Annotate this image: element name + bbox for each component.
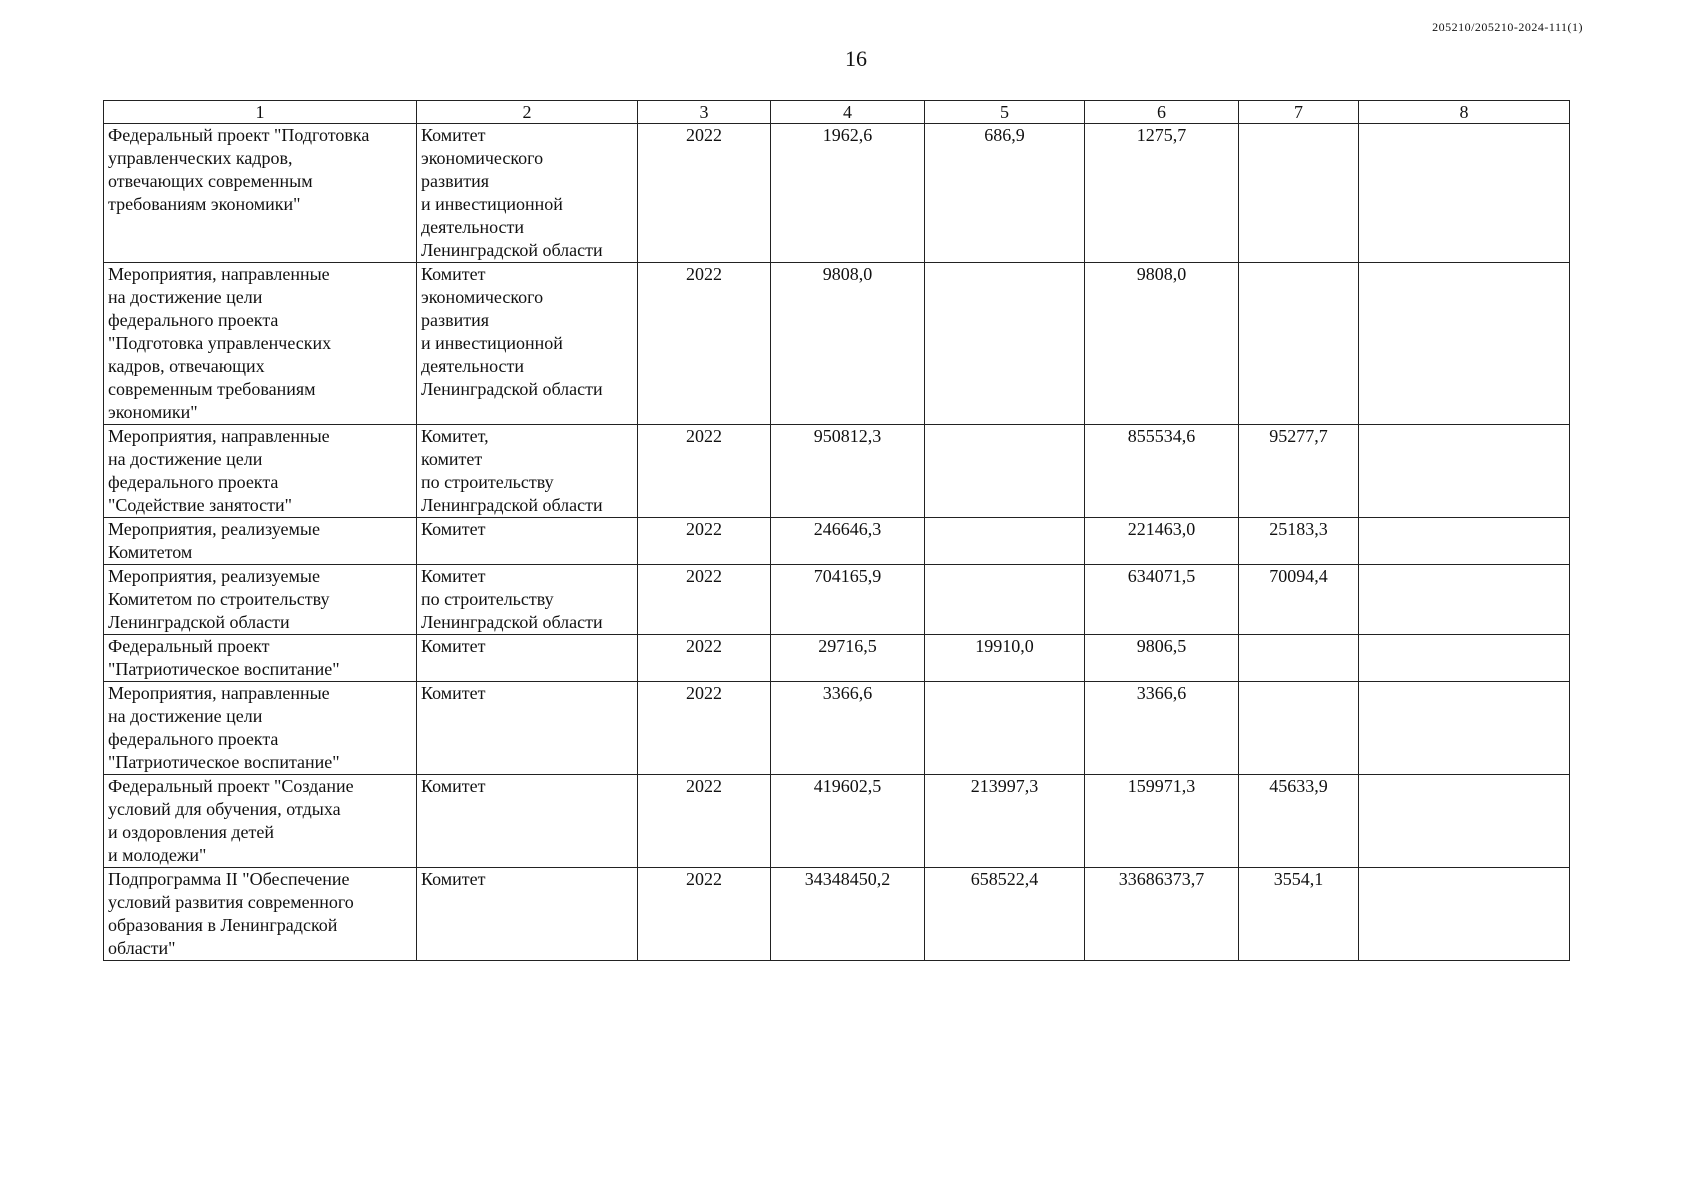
column-7-cell bbox=[1239, 635, 1359, 682]
table-row bbox=[104, 425, 1570, 518]
column-8-cell bbox=[1359, 425, 1570, 518]
column-6-cell: 9808,0 bbox=[1085, 263, 1239, 425]
executor-cell: Комитет bbox=[417, 518, 638, 565]
column-8-cell bbox=[1359, 124, 1570, 263]
row-name-cell: Федеральный проект "Подготовка управленческих кадров, отвечающих современным требованиям экономики" bbox=[104, 124, 417, 263]
column-7-cell bbox=[1239, 263, 1359, 425]
column-7-cell bbox=[1239, 124, 1359, 263]
column-number-row bbox=[104, 101, 1570, 124]
year-cell: 2022 bbox=[638, 775, 771, 868]
total-cell: 34348450,2 bbox=[771, 868, 925, 961]
total-cell: 3366,6 bbox=[771, 682, 925, 775]
table-row bbox=[104, 518, 1570, 565]
row-name-cell: Мероприятия, направленные на достижение цели федерального проекта "Подготовка управленческих кадров, отвечающих современным требованиям экономики" bbox=[104, 263, 417, 425]
column-6-cell: 855534,6 bbox=[1085, 425, 1239, 518]
year-cell: 2022 bbox=[638, 565, 771, 635]
column-5-cell: 213997,3 bbox=[925, 775, 1085, 868]
column-6-cell: 33686373,7 bbox=[1085, 868, 1239, 961]
year-cell: 2022 bbox=[638, 124, 771, 263]
column-header: 2 bbox=[417, 101, 638, 124]
column-8-cell bbox=[1359, 868, 1570, 961]
column-8-cell bbox=[1359, 518, 1570, 565]
year-cell: 2022 bbox=[638, 263, 771, 425]
column-header: 6 bbox=[1085, 101, 1239, 124]
table-row bbox=[104, 565, 1570, 635]
table-row bbox=[104, 263, 1570, 425]
column-8-cell bbox=[1359, 565, 1570, 635]
row-name-cell: Федеральный проект "Патриотическое воспитание" bbox=[104, 635, 417, 682]
column-5-cell: 686,9 bbox=[925, 124, 1085, 263]
total-cell: 950812,3 bbox=[771, 425, 925, 518]
total-cell: 9808,0 bbox=[771, 263, 925, 425]
column-8-cell bbox=[1359, 635, 1570, 682]
executor-cell: Комитет bbox=[417, 682, 638, 775]
table-row bbox=[104, 635, 1570, 682]
total-cell: 1962,6 bbox=[771, 124, 925, 263]
column-6-cell: 159971,3 bbox=[1085, 775, 1239, 868]
year-cell: 2022 bbox=[638, 635, 771, 682]
row-name-cell: Мероприятия, реализуемые Комитетом bbox=[104, 518, 417, 565]
column-8-cell bbox=[1359, 775, 1570, 868]
year-cell: 2022 bbox=[638, 518, 771, 565]
page-number: 16 bbox=[845, 46, 867, 71]
column-header: 8 bbox=[1359, 101, 1570, 124]
column-header: 7 bbox=[1239, 101, 1359, 124]
total-cell: 704165,9 bbox=[771, 565, 925, 635]
column-5-cell bbox=[925, 263, 1085, 425]
column-header: 4 bbox=[771, 101, 925, 124]
document-id: 205210/205210-2024-111(1) bbox=[1432, 20, 1583, 34]
row-name-cell: Мероприятия, направленные на достижение цели федерального проекта "Содействие занятости" bbox=[104, 425, 417, 518]
column-5-cell bbox=[925, 565, 1085, 635]
table-row bbox=[104, 124, 1570, 263]
column-8-cell bbox=[1359, 263, 1570, 425]
column-5-cell: 658522,4 bbox=[925, 868, 1085, 961]
row-name-cell: Подпрограмма II "Обеспечение условий развития современного образования в Ленинградской области" bbox=[104, 868, 417, 961]
total-cell: 419602,5 bbox=[771, 775, 925, 868]
column-7-cell: 45633,9 bbox=[1239, 775, 1359, 868]
year-cell: 2022 bbox=[638, 682, 771, 775]
year-cell: 2022 bbox=[638, 868, 771, 961]
table-row bbox=[104, 868, 1570, 961]
column-header: 1 bbox=[104, 101, 417, 124]
executor-cell: Комитет bbox=[417, 868, 638, 961]
column-5-cell bbox=[925, 682, 1085, 775]
column-7-cell: 95277,7 bbox=[1239, 425, 1359, 518]
year-cell: 2022 bbox=[638, 425, 771, 518]
row-name-cell: Федеральный проект "Создание условий для обучения, отдыха и оздоровления детей и молодежи" bbox=[104, 775, 417, 868]
table-row bbox=[104, 682, 1570, 775]
column-7-cell bbox=[1239, 682, 1359, 775]
total-cell: 246646,3 bbox=[771, 518, 925, 565]
column-header: 5 bbox=[925, 101, 1085, 124]
executor-cell: Комитет bbox=[417, 775, 638, 868]
row-name-cell: Мероприятия, реализуемые Комитетом по строительству Ленинградской области bbox=[104, 565, 417, 635]
column-8-cell bbox=[1359, 682, 1570, 775]
column-6-cell: 1275,7 bbox=[1085, 124, 1239, 263]
executor-cell: Комитет, комитет по строительству Ленинградской области bbox=[417, 425, 638, 518]
column-7-cell: 70094,4 bbox=[1239, 565, 1359, 635]
total-cell: 29716,5 bbox=[771, 635, 925, 682]
executor-cell: Комитет экономического развития и инвестиционной деятельности Ленинградской области bbox=[417, 263, 638, 425]
column-6-cell: 221463,0 bbox=[1085, 518, 1239, 565]
table-row bbox=[104, 775, 1570, 868]
column-7-cell: 3554,1 bbox=[1239, 868, 1359, 961]
row-name-cell: Мероприятия, направленные на достижение цели федерального проекта "Патриотическое воспитание" bbox=[104, 682, 417, 775]
column-6-cell: 3366,6 bbox=[1085, 682, 1239, 775]
budget-table bbox=[103, 100, 1570, 961]
column-6-cell: 634071,5 bbox=[1085, 565, 1239, 635]
column-5-cell bbox=[925, 425, 1085, 518]
column-5-cell: 19910,0 bbox=[925, 635, 1085, 682]
column-header: 3 bbox=[638, 101, 771, 124]
column-5-cell bbox=[925, 518, 1085, 565]
executor-cell: Комитет по строительству Ленинградской области bbox=[417, 565, 638, 635]
column-7-cell: 25183,3 bbox=[1239, 518, 1359, 565]
executor-cell: Комитет экономического развития и инвестиционной деятельности Ленинградской области bbox=[417, 124, 638, 263]
executor-cell: Комитет bbox=[417, 635, 638, 682]
column-6-cell: 9806,5 bbox=[1085, 635, 1239, 682]
